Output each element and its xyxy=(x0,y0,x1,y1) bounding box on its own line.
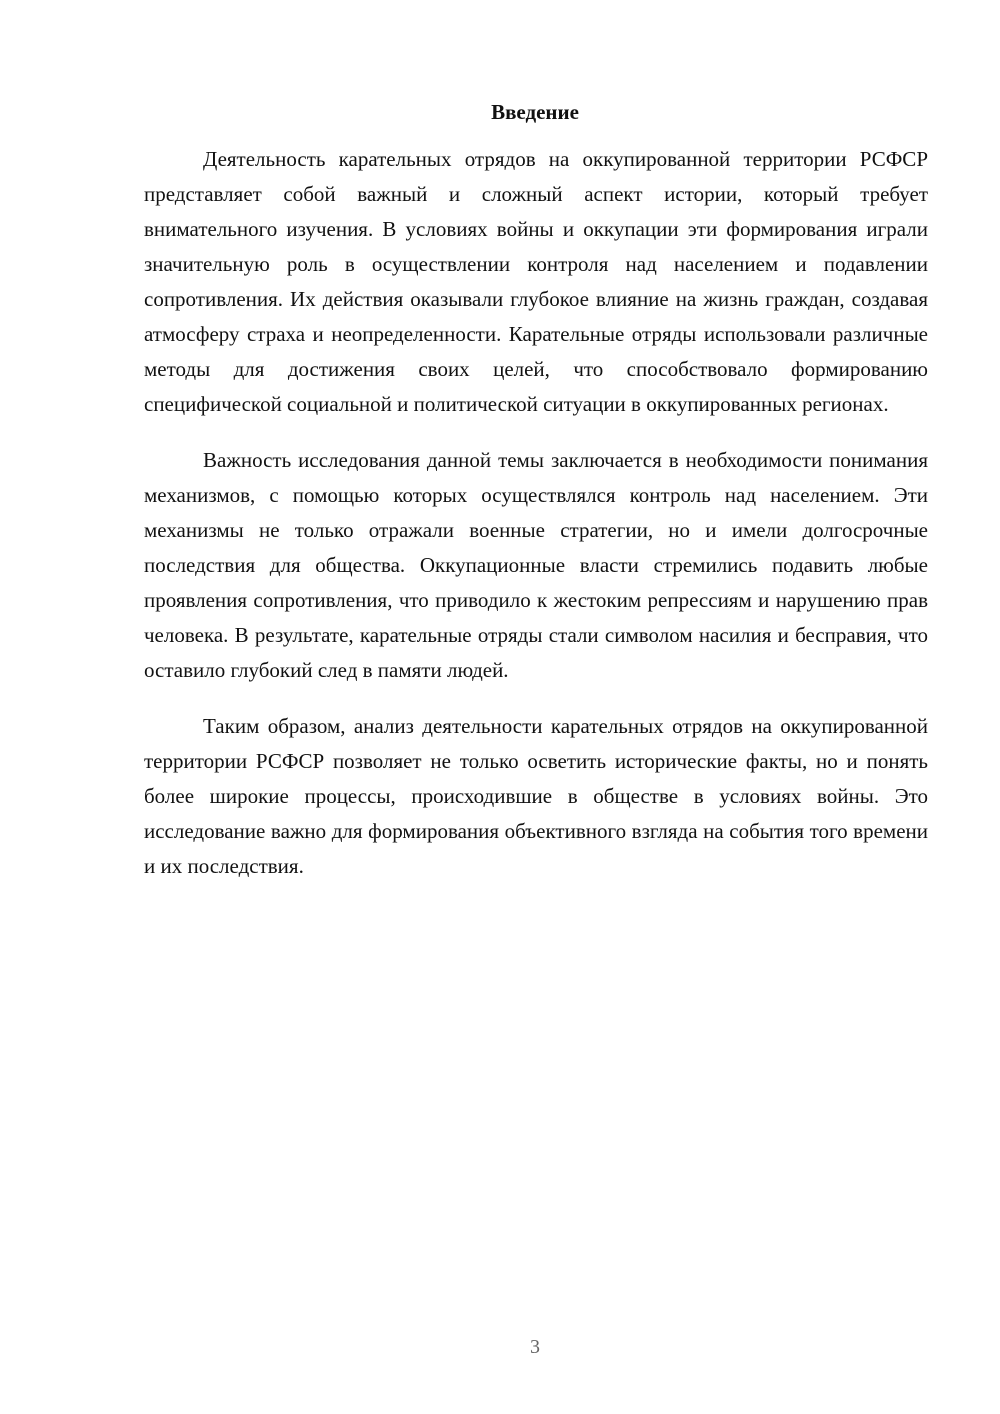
paragraph-3: Таким образом, анализ деятельности карательных отрядов на оккупированной территории РСФСР позволяет не только осветить исторические факты, но и понять более широкие процессы, происходившие в обществе в условиях войны. Это исследование важно для формирования объективного взгляда на события того времени и их последствия. xyxy=(144,714,928,878)
page-number: 3 xyxy=(530,1336,540,1358)
body-text xyxy=(144,142,928,905)
section-heading: Введение xyxy=(491,100,579,124)
paragraph-1: Деятельность карательных отрядов на оккупированной территории РСФСР представляет собой важный и сложный аспект истории, который требует внимательного изучения. В условиях войны и оккупации эти формирования играли значительную роль в осуществлении контроля над населением и подавлении сопротивления. Их действия оказывали глубокое влияние на жизнь граждан, создавая атмосферу страха и неопределенности. Карательные отряды использовали различные методы для достижения своих целей, что способствовало формированию специфической социальной и политической ситуации в оккупированных регионах. xyxy=(144,147,928,416)
paragraph-2: Важность исследования данной темы заключается в необходимости понимания механизмов, с помощью которых осуществлялся контроль над населением. Эти механизмы не только отражали военные стратегии, но и имели долгосрочные последствия для общества. Оккупационные власти стремились подавить любые проявления сопротивления, что приводило к жестоким репрессиям и нарушению прав человека. В результате, карательные отряды стали символом насилия и бесправия, что оставило глубокий след в памяти людей. xyxy=(144,448,928,682)
